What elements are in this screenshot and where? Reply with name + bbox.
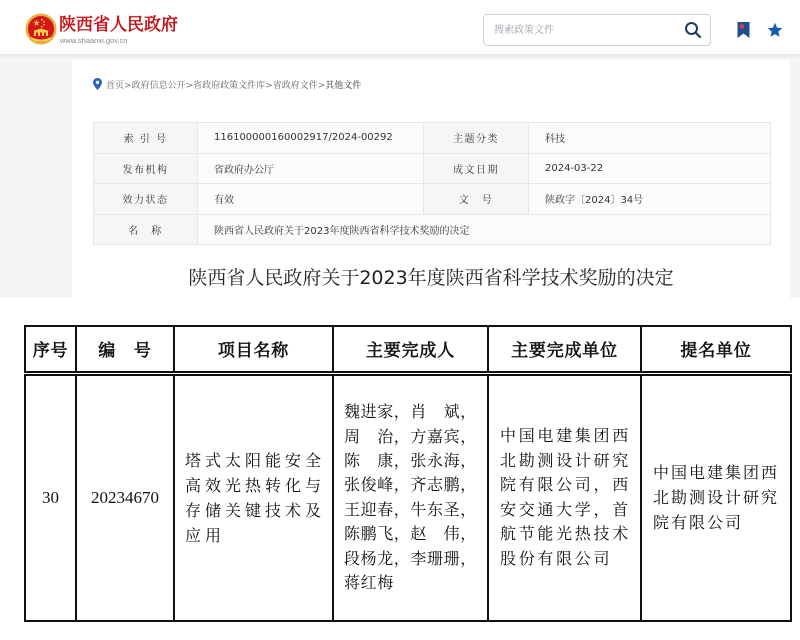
col-header-code: 编 号: [76, 326, 174, 373]
issuer-label: 发布机构: [94, 153, 198, 184]
cell-code: 20234670: [76, 373, 174, 621]
home-logo-link[interactable]: [0, 0, 190, 54]
units-line: 中国电建集团西: [500, 426, 631, 446]
topic-category-value: 科技: [529, 123, 771, 154]
metadata-row: [94, 153, 771, 184]
contributors-line: 周 治，方嘉宾，: [344, 426, 477, 446]
contributors-line: 陈鹏飞，赵 伟，: [344, 524, 477, 544]
contributors-line: 魏进家，肖 斌，: [344, 402, 477, 422]
col-header-nominating-unit: 提名单位: [641, 326, 791, 373]
metadata-row: [94, 184, 771, 215]
document-metadata-table: [93, 122, 771, 245]
written-date-label: 成文日期: [424, 153, 529, 184]
issuer-value: 省政府办公厅: [198, 153, 424, 184]
breadcrumb-policy-library[interactable]: 省政府政策文件库: [193, 81, 266, 91]
star-icon: [767, 22, 783, 38]
cell-project-name: [174, 373, 333, 621]
breadcrumb: [93, 78, 361, 92]
breadcrumb-separator: >: [124, 81, 132, 91]
favorite-button[interactable]: [767, 22, 783, 38]
award-table: [24, 325, 792, 622]
national-emblem-icon: [25, 13, 57, 45]
breadcrumb-home[interactable]: 首页: [106, 81, 125, 91]
table-header-row: [25, 326, 791, 373]
search-box: [483, 14, 711, 46]
project-name-line: 存储关键技术及: [185, 500, 326, 520]
units-line: 航节能光热技术: [500, 524, 631, 544]
contributors-line: 段杨龙，李珊珊，: [344, 548, 477, 568]
contributors-line: 张俊峰，齐志鹏，: [344, 475, 477, 495]
project-name-line: 高效光热转化与: [185, 475, 326, 495]
breadcrumb-other-documents[interactable]: 其他文件: [325, 81, 362, 91]
nominator-line: 北勘测设计研究: [653, 488, 780, 508]
cell-nominating-unit: [641, 373, 791, 621]
units-line: 北勘测设计研究: [500, 450, 631, 470]
contributors-line: 蒋红梅: [344, 572, 394, 592]
cell-main-units: [488, 373, 641, 621]
index-number-value: 116100000160002917/2024-00292: [198, 123, 424, 154]
contributors-line: 王迎春，牛东圣，: [344, 499, 477, 519]
breadcrumb-separator: >: [317, 81, 326, 91]
metadata-row: [94, 214, 771, 245]
document-number-label: 文 号: [424, 184, 529, 215]
breadcrumb-gov-documents[interactable]: 省政府文件: [272, 81, 318, 91]
topic-category-label: 主题分类: [424, 123, 529, 154]
breadcrumb-gov-info[interactable]: 政府信息公开: [131, 81, 186, 91]
col-header-main-units: 主要完成单位: [488, 326, 641, 373]
col-header-seq: 序号: [25, 326, 76, 373]
bookmark-icon: [736, 21, 751, 39]
project-name-line: 应用: [185, 525, 226, 545]
col-header-main-contributors: 主要完成人: [333, 326, 488, 373]
written-date-value: 2024-03-22: [529, 153, 771, 184]
document-name-label: 名 称: [94, 214, 198, 245]
index-number-label: 索 引 号: [94, 123, 198, 154]
units-line: 安交通大学，首: [500, 499, 631, 519]
project-name-line: 塔式太阳能安全: [185, 450, 326, 470]
page-title: 陕西省人民政府关于2023年度陕西省科学技术奖励的决定: [188, 267, 674, 289]
validity-status-value: 有效: [198, 184, 424, 215]
site-header: [0, 0, 800, 54]
col-header-project-name: 项目名称: [174, 326, 333, 373]
search-icon: [684, 21, 702, 39]
units-line: 院有限公司，西: [500, 475, 631, 495]
table-row: [25, 373, 791, 621]
validity-status-label: 效力状态: [94, 184, 198, 215]
cell-seq: 30: [25, 373, 76, 621]
site-name: 陕西省人民政府: [59, 15, 178, 35]
location-pin-icon: [93, 78, 102, 90]
document-name-value: 陕西省人民政府关于2023年度陕西省科学技术奖励的决定: [198, 214, 771, 245]
units-line: 股份有限公司: [500, 548, 613, 568]
site-url: www.shaanxi.gov.cn: [60, 36, 128, 45]
breadcrumb-separator: >: [265, 81, 273, 91]
document-number-value: 陕政字〔2024〕34号: [529, 184, 771, 215]
metadata-row: [94, 123, 771, 154]
search-button[interactable]: [684, 21, 702, 39]
contributors-line: 陈 康，张永海，: [344, 450, 477, 470]
bookmark-button[interactable]: [736, 21, 751, 39]
cell-main-contributors: [333, 373, 488, 621]
nominator-line: 院有限公司: [653, 513, 744, 533]
search-input[interactable]: [494, 15, 674, 45]
breadcrumb-separator: >: [185, 81, 194, 91]
nominator-line: 中国电建集团西: [653, 463, 780, 483]
